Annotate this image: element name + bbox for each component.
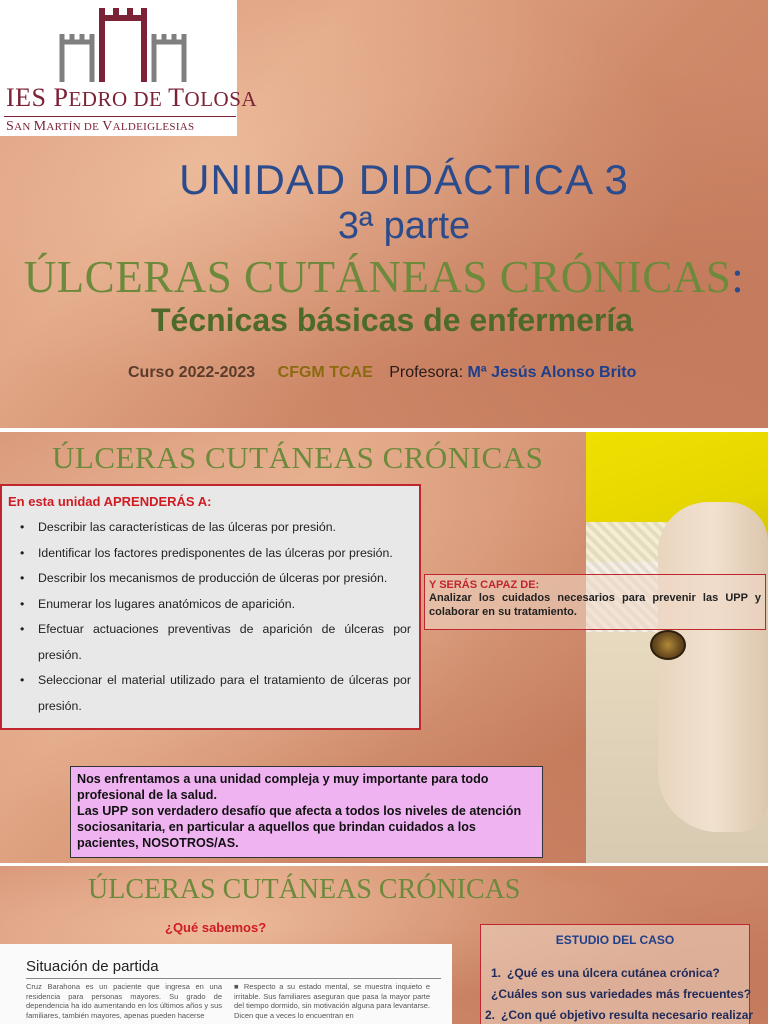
case-heading: ESTUDIO DEL CASO: [555, 933, 675, 947]
note-line: Nos enfrentamos a una unidad compleja y muy importante para todo profesional de la salud.: [77, 772, 489, 802]
main-title-text: ÚLCERAS CUTÁNEAS CRÓNICAS: [23, 252, 732, 302]
learning-heading: En esta unidad APRENDERÁS A:: [8, 494, 212, 509]
excerpt-column: Cruz Barahona es un paciente que ingresa en una residencia para personas mayores. Su grado de dependencia ha ido aumentando en los últimos años y sus familiares, también mayores, apenas pueden hacerse: [26, 982, 222, 1020]
capable-box: [424, 574, 766, 630]
case-questions: [485, 963, 754, 1024]
slide-case-study: [0, 866, 768, 1024]
list-item: • Describir las características de las úlceras por presión.: [20, 515, 411, 541]
excerpt-heading: Situación de partida: [26, 958, 159, 975]
course-year: Curso 2022-2023: [128, 364, 256, 381]
note-box: [70, 766, 543, 858]
learning-list: [8, 515, 411, 719]
case-study-box: [480, 924, 754, 1024]
case-question: [485, 984, 752, 1005]
slide-objectives: [0, 432, 768, 863]
textbook-excerpt: [0, 944, 452, 1024]
list-item: • Efectuar actuaciones preventivas de aparición de úlceras por presión.: [20, 617, 411, 668]
note-line: Las UPP son verdadero desafío que afecta a todos los niveles de atención sociosanitaria, en particular a aquellos que brindan cuidados a los pacientes, NOSOTROS/AS.: [77, 804, 522, 850]
case-text: ¿Cuáles son sus variedades más frecuentes?: [491, 987, 752, 1001]
list-item: • Identificar los factores predisponentes de las úlceras por presión.: [20, 541, 411, 567]
capable-heading: Y SERÁS CAPAZ DE:: [429, 579, 540, 591]
main-title: [0, 251, 768, 303]
case-number: 1.: [490, 966, 501, 980]
excerpt-divider: [26, 978, 441, 979]
case-number: 2.: [485, 1008, 496, 1022]
unit-part: 3ª parte: [337, 205, 471, 247]
teacher-label: Profesora:: [389, 364, 464, 381]
course-cycle: CFGM TCAE: [277, 364, 373, 381]
logo-divider: [4, 116, 236, 117]
school-logo: [0, 0, 258, 136]
main-title-colon: :: [731, 252, 745, 302]
slide-heading: ÚLCERAS CUTÁNEAS CRÓNICAS: [52, 440, 544, 475]
school-name: IES PEDRO DE TOLOSA: [6, 83, 258, 112]
school-town: SAN MARTÍN DE VALDEIGLESIAS: [6, 119, 195, 134]
learning-objectives-box: [0, 484, 421, 730]
list-item: • Seleccionar el material utilizado para el tratamiento de úlceras por presión.: [20, 668, 411, 719]
list-item: • Describir los mecanismos de producción de úlceras por presión.: [20, 566, 411, 592]
slide-heading: ÚLCERAS CUTÁNEAS CRÓNICAS: [88, 874, 521, 905]
wound-photo: [586, 432, 768, 863]
slide-title: [0, 0, 768, 428]
case-question: [485, 1005, 754, 1024]
photo-limb: [658, 502, 768, 832]
excerpt-column: ■ Respecto a su estado mental, se muestra inquieto e irritable. Sus familiares aseguran que pasa la mayor parte del tiempo dormido, sin motivación alguna para levantarse. Dicen que a veces lo encuentran en: [234, 982, 430, 1020]
case-question: [485, 963, 747, 984]
castle-icon: [58, 4, 188, 86]
capable-text: Analizar los cuidados necesarios para prevenir las UPP y colaborar en su tratamiento.: [429, 592, 761, 618]
case-text: ¿Qué es una úlcera cutánea crónica?: [507, 966, 720, 980]
course-info: [128, 364, 636, 382]
list-item: • Enumerar los lugares anatómicos de aparición.: [20, 592, 411, 618]
question-prompt: ¿Qué sabemos?: [165, 920, 267, 935]
teacher-name: Mª Jesús Alonso Brito: [467, 364, 637, 381]
unit-title: UNIDAD DIDÁCTICA 3: [179, 156, 629, 203]
subtitle: Técnicas básicas de enfermería: [150, 302, 634, 338]
case-text: ¿Con qué objetivo resulta necesario realizar: [501, 1008, 754, 1022]
photo-ulcer: [650, 630, 686, 660]
